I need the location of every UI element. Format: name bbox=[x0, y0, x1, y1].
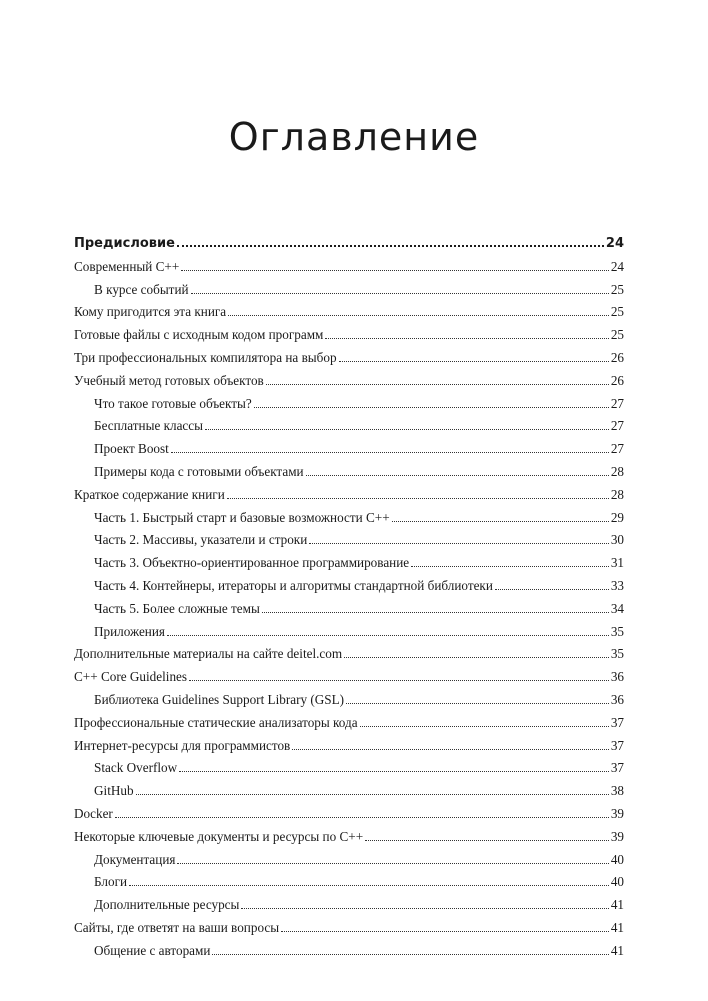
toc-entry-page-number: 37 bbox=[610, 737, 624, 753]
toc-entry-title: Сайты, где ответят на ваши вопросы bbox=[74, 919, 280, 935]
toc-entry-page-number: 24 bbox=[610, 258, 624, 274]
toc-dot-leader bbox=[254, 407, 609, 408]
toc-entry-title: Дополнительные ресурсы bbox=[94, 897, 240, 913]
toc-entry-title: Некоторые ключевые документы и ресурсы по C++ bbox=[74, 828, 364, 844]
toc-dot-leader bbox=[177, 245, 604, 247]
toc-entry bbox=[74, 578, 624, 601]
toc-entry-page-number: 35 bbox=[610, 646, 624, 662]
toc-dot-leader bbox=[346, 703, 609, 704]
toc-entry-title: Предисловие bbox=[74, 236, 175, 251]
toc-entry-page-number: 36 bbox=[610, 669, 624, 685]
toc-entry bbox=[74, 874, 624, 897]
toc-dot-leader bbox=[360, 726, 609, 727]
toc-dot-leader bbox=[177, 863, 608, 864]
toc-entry-page-number: 37 bbox=[610, 714, 624, 730]
toc-entry-title: Готовые файлы с исходным кодом программ bbox=[74, 327, 324, 343]
toc-entry-title: Библиотека Guidelines Support Library (GSL) bbox=[94, 691, 345, 707]
toc-entry bbox=[74, 943, 624, 966]
toc-entry-title: Документация bbox=[94, 851, 176, 867]
toc-entry-page-number: 33 bbox=[610, 577, 624, 593]
toc-entry-page-number: 25 bbox=[610, 327, 624, 343]
toc-dot-leader bbox=[266, 384, 609, 385]
toc-entry-title: Часть 3. Объектно-ориентированное программирование bbox=[94, 555, 410, 571]
toc-entry bbox=[74, 760, 624, 783]
toc-entry-title: Три профессиональных компилятора на выбор bbox=[74, 349, 337, 365]
toc-entry-title: Stack Overflow bbox=[94, 760, 178, 776]
toc-dot-leader bbox=[167, 635, 609, 636]
toc-entry bbox=[74, 327, 624, 350]
toc-entry bbox=[74, 692, 624, 715]
toc-entry-title: В курсе событий bbox=[94, 281, 189, 297]
toc-dot-leader bbox=[325, 338, 608, 339]
toc-entry-page-number: 36 bbox=[610, 691, 624, 707]
toc-entry-title: Дополнительные материалы на сайте deitel.com bbox=[74, 646, 343, 662]
toc-entry-title: Что такое готовые объекты? bbox=[94, 395, 252, 411]
toc-entry-title: Приложения bbox=[94, 623, 165, 639]
toc-dot-leader bbox=[281, 931, 609, 932]
toc-entry bbox=[74, 304, 624, 327]
toc-entry-title: Часть 5. Более сложные темы bbox=[94, 600, 260, 616]
toc-entry bbox=[74, 555, 624, 578]
toc-entry-page-number: 31 bbox=[610, 555, 624, 571]
toc-entry-title: Общение с авторами bbox=[94, 942, 211, 958]
toc-entry bbox=[74, 920, 624, 943]
toc-dot-leader bbox=[179, 771, 609, 772]
toc-entry-page-number: 41 bbox=[610, 897, 624, 913]
toc-entry-page-number: 38 bbox=[610, 783, 624, 799]
toc-entry-title: Docker bbox=[74, 805, 113, 821]
toc-dot-leader bbox=[309, 543, 609, 544]
toc-entry-page-number: 37 bbox=[610, 760, 624, 776]
toc-dot-leader bbox=[392, 521, 609, 522]
toc-dot-leader bbox=[365, 840, 609, 841]
toc-entry-page-number: 27 bbox=[610, 441, 624, 457]
toc-entry-title: Учебный метод готовых объектов bbox=[74, 372, 264, 388]
toc-dot-leader bbox=[262, 612, 609, 613]
toc-dot-leader bbox=[306, 475, 609, 476]
toc-entry-page-number: 30 bbox=[610, 532, 624, 548]
toc-dot-leader bbox=[344, 657, 609, 658]
toc-entry bbox=[74, 350, 624, 373]
toc-entry-title: Проект Boost bbox=[94, 441, 169, 457]
toc-entry bbox=[74, 510, 624, 533]
toc-entry bbox=[74, 236, 624, 259]
toc-entry bbox=[74, 852, 624, 875]
toc-entry-title: C++ Core Guidelines bbox=[74, 669, 188, 685]
toc-entry-page-number: 25 bbox=[610, 281, 624, 297]
toc-entry bbox=[74, 624, 624, 647]
toc-entry-page-number: 39 bbox=[610, 828, 624, 844]
toc-dot-leader bbox=[228, 315, 609, 316]
table-of-contents bbox=[74, 236, 624, 966]
toc-dot-leader bbox=[339, 361, 609, 362]
toc-entry-title: Краткое содержание книги bbox=[74, 486, 225, 502]
toc-entry bbox=[74, 669, 624, 692]
toc-entry-page-number: 40 bbox=[610, 874, 624, 890]
toc-entry bbox=[74, 829, 624, 852]
toc-entry-title: Интернет-ресурсы для программистов bbox=[74, 737, 291, 753]
toc-entry bbox=[74, 715, 624, 738]
toc-entry-page-number: 28 bbox=[610, 463, 624, 479]
toc-dot-leader bbox=[411, 566, 609, 567]
toc-entry-title: Кому пригодится эта книга bbox=[74, 304, 227, 320]
toc-entry bbox=[74, 441, 624, 464]
toc-entry-page-number: 26 bbox=[610, 372, 624, 388]
toc-entry-title: Блоги bbox=[94, 874, 128, 890]
toc-entry-page-number: 28 bbox=[610, 486, 624, 502]
toc-entry-page-number: 34 bbox=[610, 600, 624, 616]
toc-entry-page-number: 27 bbox=[610, 395, 624, 411]
toc-entry bbox=[74, 464, 624, 487]
toc-dot-leader bbox=[129, 885, 609, 886]
toc-entry-title: Часть 2. Массивы, указатели и строки bbox=[94, 532, 308, 548]
toc-entry-page-number: 27 bbox=[610, 418, 624, 434]
toc-dot-leader bbox=[191, 293, 609, 294]
toc-entry-page-number: 39 bbox=[610, 805, 624, 821]
toc-entry-title: Современный C++ bbox=[74, 258, 180, 274]
toc-dot-leader bbox=[292, 749, 609, 750]
toc-entry-title: Профессиональные статические анализаторы кода bbox=[74, 714, 358, 730]
toc-entry-title: Часть 1. Быстрый старт и базовые возможности C++ bbox=[94, 509, 390, 525]
toc-dot-leader bbox=[189, 680, 609, 681]
toc-entry-page-number: 40 bbox=[610, 851, 624, 867]
toc-dot-leader bbox=[212, 954, 608, 955]
toc-entry-page-number: 29 bbox=[610, 509, 624, 525]
toc-entry-page-number: 41 bbox=[610, 942, 624, 958]
toc-dot-leader bbox=[495, 589, 609, 590]
toc-entry bbox=[74, 738, 624, 761]
toc-entry bbox=[74, 418, 624, 441]
toc-entry bbox=[74, 897, 624, 920]
toc-entry-page-number: 25 bbox=[610, 304, 624, 320]
toc-entry-title: Бесплатные классы bbox=[94, 418, 203, 434]
toc-entry bbox=[74, 646, 624, 669]
toc-entry-page-number: 41 bbox=[610, 919, 624, 935]
toc-dot-leader bbox=[205, 429, 609, 430]
toc-entry-page-number: 24 bbox=[605, 236, 624, 251]
toc-dot-leader bbox=[136, 794, 609, 795]
toc-entry bbox=[74, 259, 624, 282]
toc-entry bbox=[74, 396, 624, 419]
toc-entry-title: Часть 4. Контейнеры, итераторы и алгоритмы стандартной библиотеки bbox=[94, 577, 493, 593]
toc-dot-leader bbox=[115, 817, 609, 818]
toc-entry bbox=[74, 282, 624, 305]
toc-entry bbox=[74, 601, 624, 624]
toc-entry-page-number: 35 bbox=[610, 623, 624, 639]
toc-entry bbox=[74, 806, 624, 829]
toc-entry-page-number: 26 bbox=[610, 349, 624, 365]
toc-entry bbox=[74, 532, 624, 555]
toc-dot-leader bbox=[181, 270, 609, 271]
toc-entry bbox=[74, 373, 624, 396]
page-title: Оглавление bbox=[228, 115, 480, 159]
toc-dot-leader bbox=[171, 452, 609, 453]
toc-dot-leader bbox=[241, 908, 608, 909]
toc-entry bbox=[74, 487, 624, 510]
toc-entry bbox=[74, 783, 624, 806]
toc-dot-leader bbox=[227, 498, 609, 499]
toc-entry-title: Примеры кода с готовыми объектами bbox=[94, 463, 304, 479]
toc-entry-title: GitHub bbox=[94, 783, 134, 799]
